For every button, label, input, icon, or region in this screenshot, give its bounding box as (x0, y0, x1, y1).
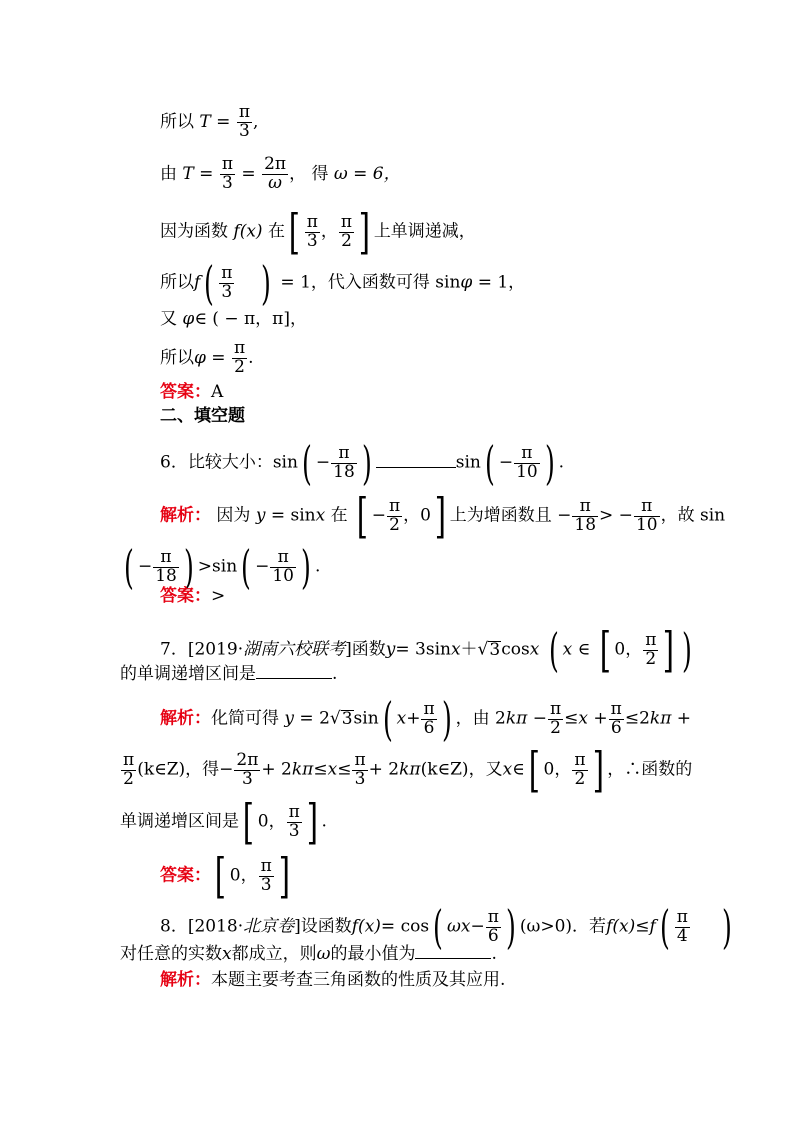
answer-blank-8[interactable] (415, 958, 491, 959)
solution-7-line2: $\frac{\pi}{2}$ (k∈Z)，得− $\frac{2\pi}{3}$ + 2kπ≤x≤ $\frac{\pi}{3}$ + 2kπ(k∈Z)，又x∈[ 0， $\frac{\pi}{2}$ ] ，∴函数的 (123, 742, 693, 798)
solution-6: 解析： 因为 y = sinx 在 [ − $\frac{\pi}{2}$ ，0] 上为增函数且 − $\frac{\pi}{18}$ > − $\frac{\pi}{10}$ ，故 sin (160, 488, 726, 544)
answer-6: 答案：> (160, 586, 226, 606)
line-T-value: 所以 T = $\frac{\pi}{3}$ , (160, 102, 259, 141)
solution-7: 解析：化简可得 y = 2√3sin( x+ $\frac{\pi}{6}$ ) ，由 2kπ − $\frac{\pi}{2}$ ≤x + $\frac{\pi}{6}$ ≤2kπ + (160, 692, 692, 746)
answer-blank-7[interactable] (256, 678, 332, 679)
question-7: 7．[2019·湖南六校联考]函数y= 3sinx＋√3cosx ( x ∈ [ 0， $\frac{\pi}{2}$ ] ) (160, 622, 693, 678)
line-monotonic: 因为函数 f(x) 在[ $\frac{\pi}{3}$ ， $\frac{\pi}{2}$ ] 上单调递减， (160, 204, 476, 260)
section-heading: 二、填空题 (160, 406, 245, 426)
question-6: 6．比较大小：sin( − $\frac{\pi}{18}$ ) sin( − $\frac{\pi}{10}$ ) . (160, 436, 565, 490)
line-omega: 由 T = $\frac{\pi}{3}$ = $\frac{2\pi}{\omega}$ ， 得 ω = 6， (160, 154, 401, 193)
question-8: 8．[2018·北京卷]设函数f(x)= cos( ωx− $\frac{\pi}{6}$ ) (ω>0)．若f(x)≤f( $\frac{\pi}{4}$ ) (160, 900, 732, 954)
question-7-cont: 的单调递增区间是 . (120, 664, 338, 684)
answer-7: 答案：[ 0， $\frac{\pi}{3}$ ] (160, 848, 290, 904)
solution-6-cont: ( − $\frac{\pi}{18}$ ) >sin( − $\frac{\pi}{10}$ ) . (124, 540, 321, 594)
solution-7-line3: 单调递增区间是[ 0， $\frac{\pi}{3}$ ] . (120, 794, 327, 850)
question-8-cont: 对任意的实数x都成立，则ω的最小值为 . (120, 944, 497, 964)
answer-5: 答案：A (160, 382, 224, 402)
line-f-pi3: 所以f( $\frac{\pi}{3}$ ) = 1，代入函数可得 sinφ = 1， (160, 256, 526, 310)
answer-blank[interactable] (376, 467, 456, 468)
solution-8: 解析：本题主要考查三角函数的性质及其应用. (160, 970, 506, 990)
line-phi-range: 又 φ∈ ( − π，π]， (160, 309, 307, 329)
line-phi-value: 所以φ = $\frac{\pi}{2}$ . (160, 338, 254, 377)
text: 所以 (160, 111, 194, 132)
fraction-pi-3: $\frac{\pi}{3}$ (238, 102, 250, 141)
